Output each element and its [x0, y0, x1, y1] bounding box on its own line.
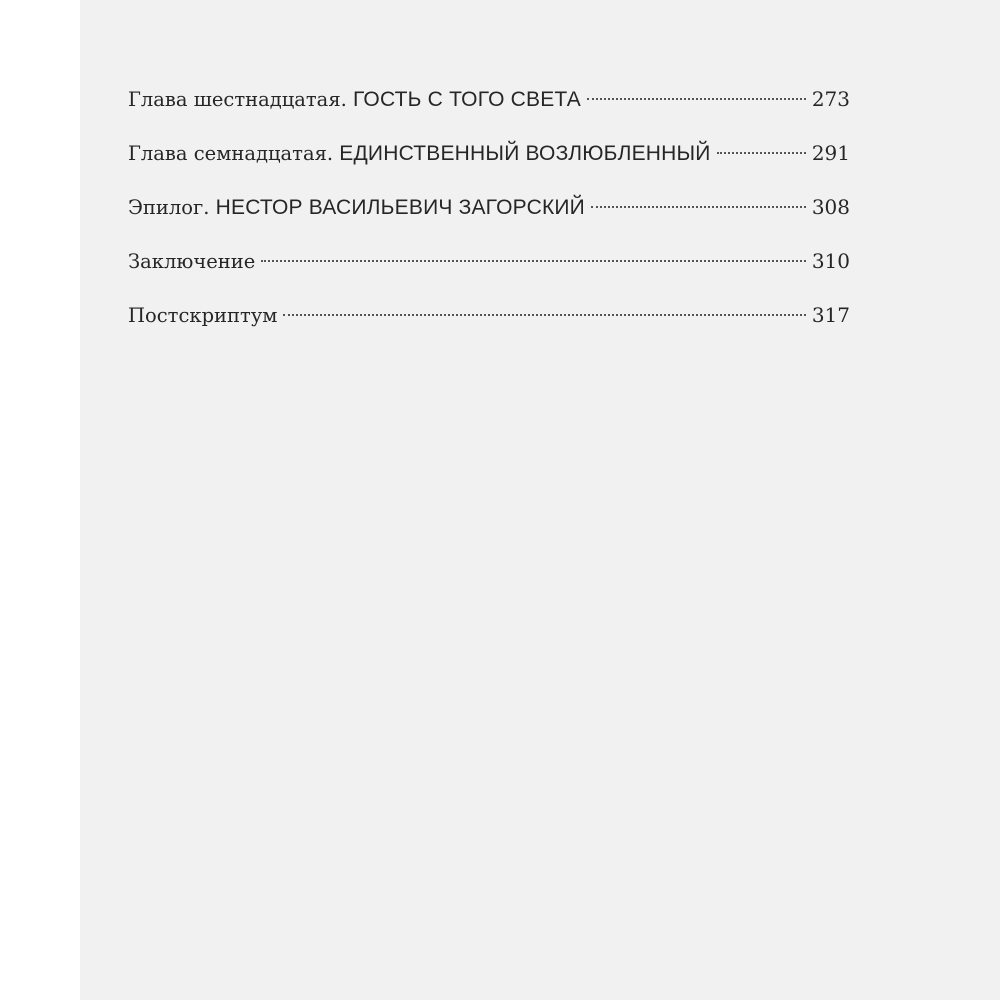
- toc-entry: [128, 138, 850, 192]
- toc-entry-label: [128, 193, 585, 223]
- toc-entry: [128, 84, 850, 138]
- toc-page-number: 291: [811, 141, 850, 165]
- toc-entry-prefix: Заключение: [128, 250, 256, 273]
- toc-page-number: 273: [811, 87, 850, 111]
- dot-leader: [717, 152, 806, 154]
- toc-entry-title: ЕДИНСТВЕННЫЙ ВОЗЛЮБЛЕННЫЙ: [339, 142, 711, 165]
- toc-entry-prefix: Глава семнадцатая.: [128, 142, 334, 165]
- dot-leader: [587, 98, 806, 100]
- toc-entry-prefix: Эпилог.: [128, 196, 210, 219]
- toc-entry-title: ГОСТЬ С ТОГО СВЕТА: [353, 88, 581, 111]
- toc-entry-title: НЕСТОР ВАСИЛЬЕВИЧ ЗАГОРСКИЙ: [215, 196, 585, 219]
- dot-leader: [591, 206, 806, 208]
- toc-page-number: 308: [811, 195, 850, 219]
- toc-entry-label: [128, 85, 581, 115]
- toc-entry: [128, 300, 850, 354]
- toc-entry-label: [128, 139, 711, 169]
- toc-page-number: 317: [811, 303, 850, 327]
- toc-entry: [128, 192, 850, 246]
- dot-leader: [283, 314, 805, 316]
- table-of-contents: [128, 84, 850, 354]
- dot-leader: [261, 260, 806, 262]
- toc-entry-prefix: Глава шестнадцатая.: [128, 88, 347, 111]
- toc-entry: [128, 246, 850, 300]
- toc-entry-label: [128, 247, 255, 277]
- toc-entry-label: [128, 301, 277, 331]
- toc-page-number: 310: [811, 249, 850, 273]
- toc-entry-prefix: Постскриптум: [128, 304, 278, 327]
